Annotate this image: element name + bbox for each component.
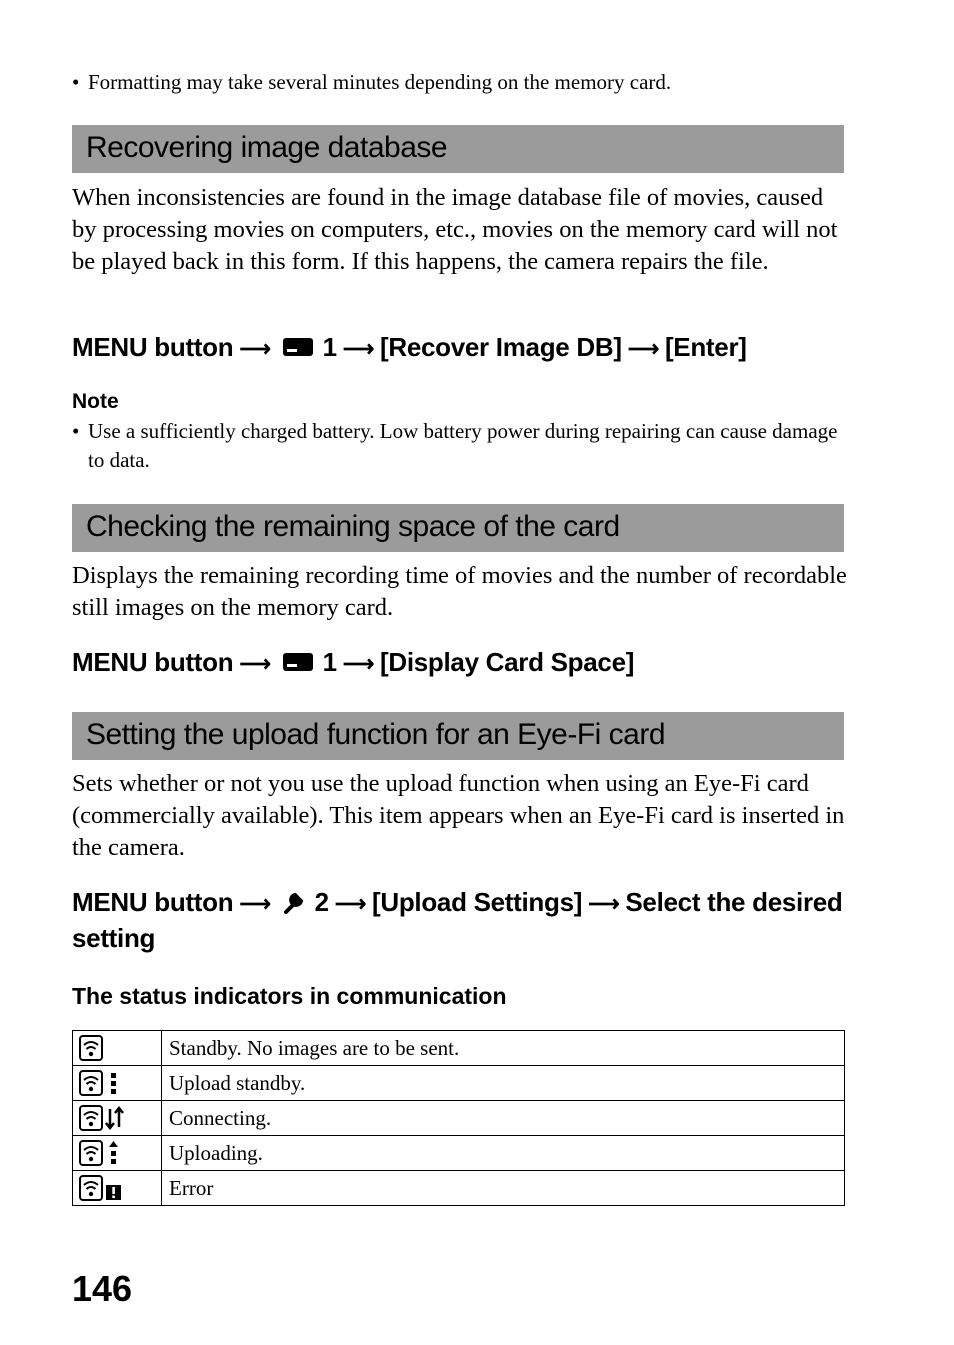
table-row: Connecting.: [73, 1101, 845, 1136]
arrow-icon: ⟶: [627, 336, 659, 361]
status-heading: The status indicators in communication: [72, 983, 507, 1009]
section-heading-eyefi: Setting the upload function for an Eye-Fi card: [72, 712, 844, 760]
table-row: Standby. No images are to be sent.: [73, 1031, 845, 1066]
arrow-icon: ⟶: [342, 336, 374, 361]
menu-path-upload: MENU button ⟶ 2 ⟶ [Upload Settings] ⟶ Select the desired setting: [72, 887, 843, 953]
eyefi-connecting-icon: [79, 1105, 125, 1131]
intro-bullet: • Formatting may take several minutes depending on the memory card.: [72, 70, 672, 94]
arrow-icon: ⟶: [588, 891, 620, 916]
note-bullet: • Use a sufficiently charged battery. Low battery power during repairing can cause damage to data.: [72, 417, 852, 475]
menu-path-recover: MENU button ⟶ 1 ⟶ [Recover Image DB] ⟶ [Enter]: [72, 330, 852, 366]
note-label: Note: [72, 390, 119, 413]
arrow-icon: ⟶: [239, 891, 271, 916]
wrench-icon: [281, 889, 307, 915]
arrow-icon: ⟶: [239, 336, 271, 361]
section-heading-recover: Recovering image database: [72, 125, 844, 173]
section-body-eyefi: Sets whether or not you use the upload function when using an Eye-Fi card (commercially available). This item appears when an Eye-Fi card is inserted in the camera.: [72, 770, 845, 861]
table-row: Uploading.: [73, 1136, 845, 1171]
intro-bullet-text: Formatting may take several minutes depending on the memory card.: [88, 70, 672, 94]
eyefi-standby-icon: [79, 1035, 107, 1061]
table-row: Error: [73, 1171, 845, 1206]
eyefi-upload-standby-icon: [79, 1070, 121, 1096]
menu-path-card-space: MENU button ⟶ 1 ⟶ [Display Card Space]: [72, 645, 852, 681]
section-body-recover: When inconsistencies are found in the image database file of movies, caused by processing movies on computers, etc., movies on the memory card will not be played back in this form. If this happens, the camera repairs the file.: [72, 184, 838, 275]
arrow-icon: ⟶: [334, 891, 366, 916]
table-row: Upload standby.: [73, 1066, 845, 1101]
arrow-icon: ⟶: [342, 651, 374, 676]
section-body-card-space: Displays the remaining recording time of movies and the number of recordable still images on the memory card.: [72, 562, 847, 621]
status-table: [72, 1030, 845, 1206]
memory-card-icon: [283, 338, 313, 356]
section-heading-card-space: Checking the remaining space of the card: [72, 504, 844, 552]
eyefi-uploading-icon: [79, 1140, 121, 1166]
memory-card-icon: [283, 653, 313, 671]
note-text: Use a sufficiently charged battery. Low battery power during repairing can cause damage to data.: [88, 419, 838, 472]
eyefi-error-icon: [79, 1175, 125, 1201]
page-number: 146: [72, 1268, 133, 1309]
arrow-icon: ⟶: [239, 651, 271, 676]
